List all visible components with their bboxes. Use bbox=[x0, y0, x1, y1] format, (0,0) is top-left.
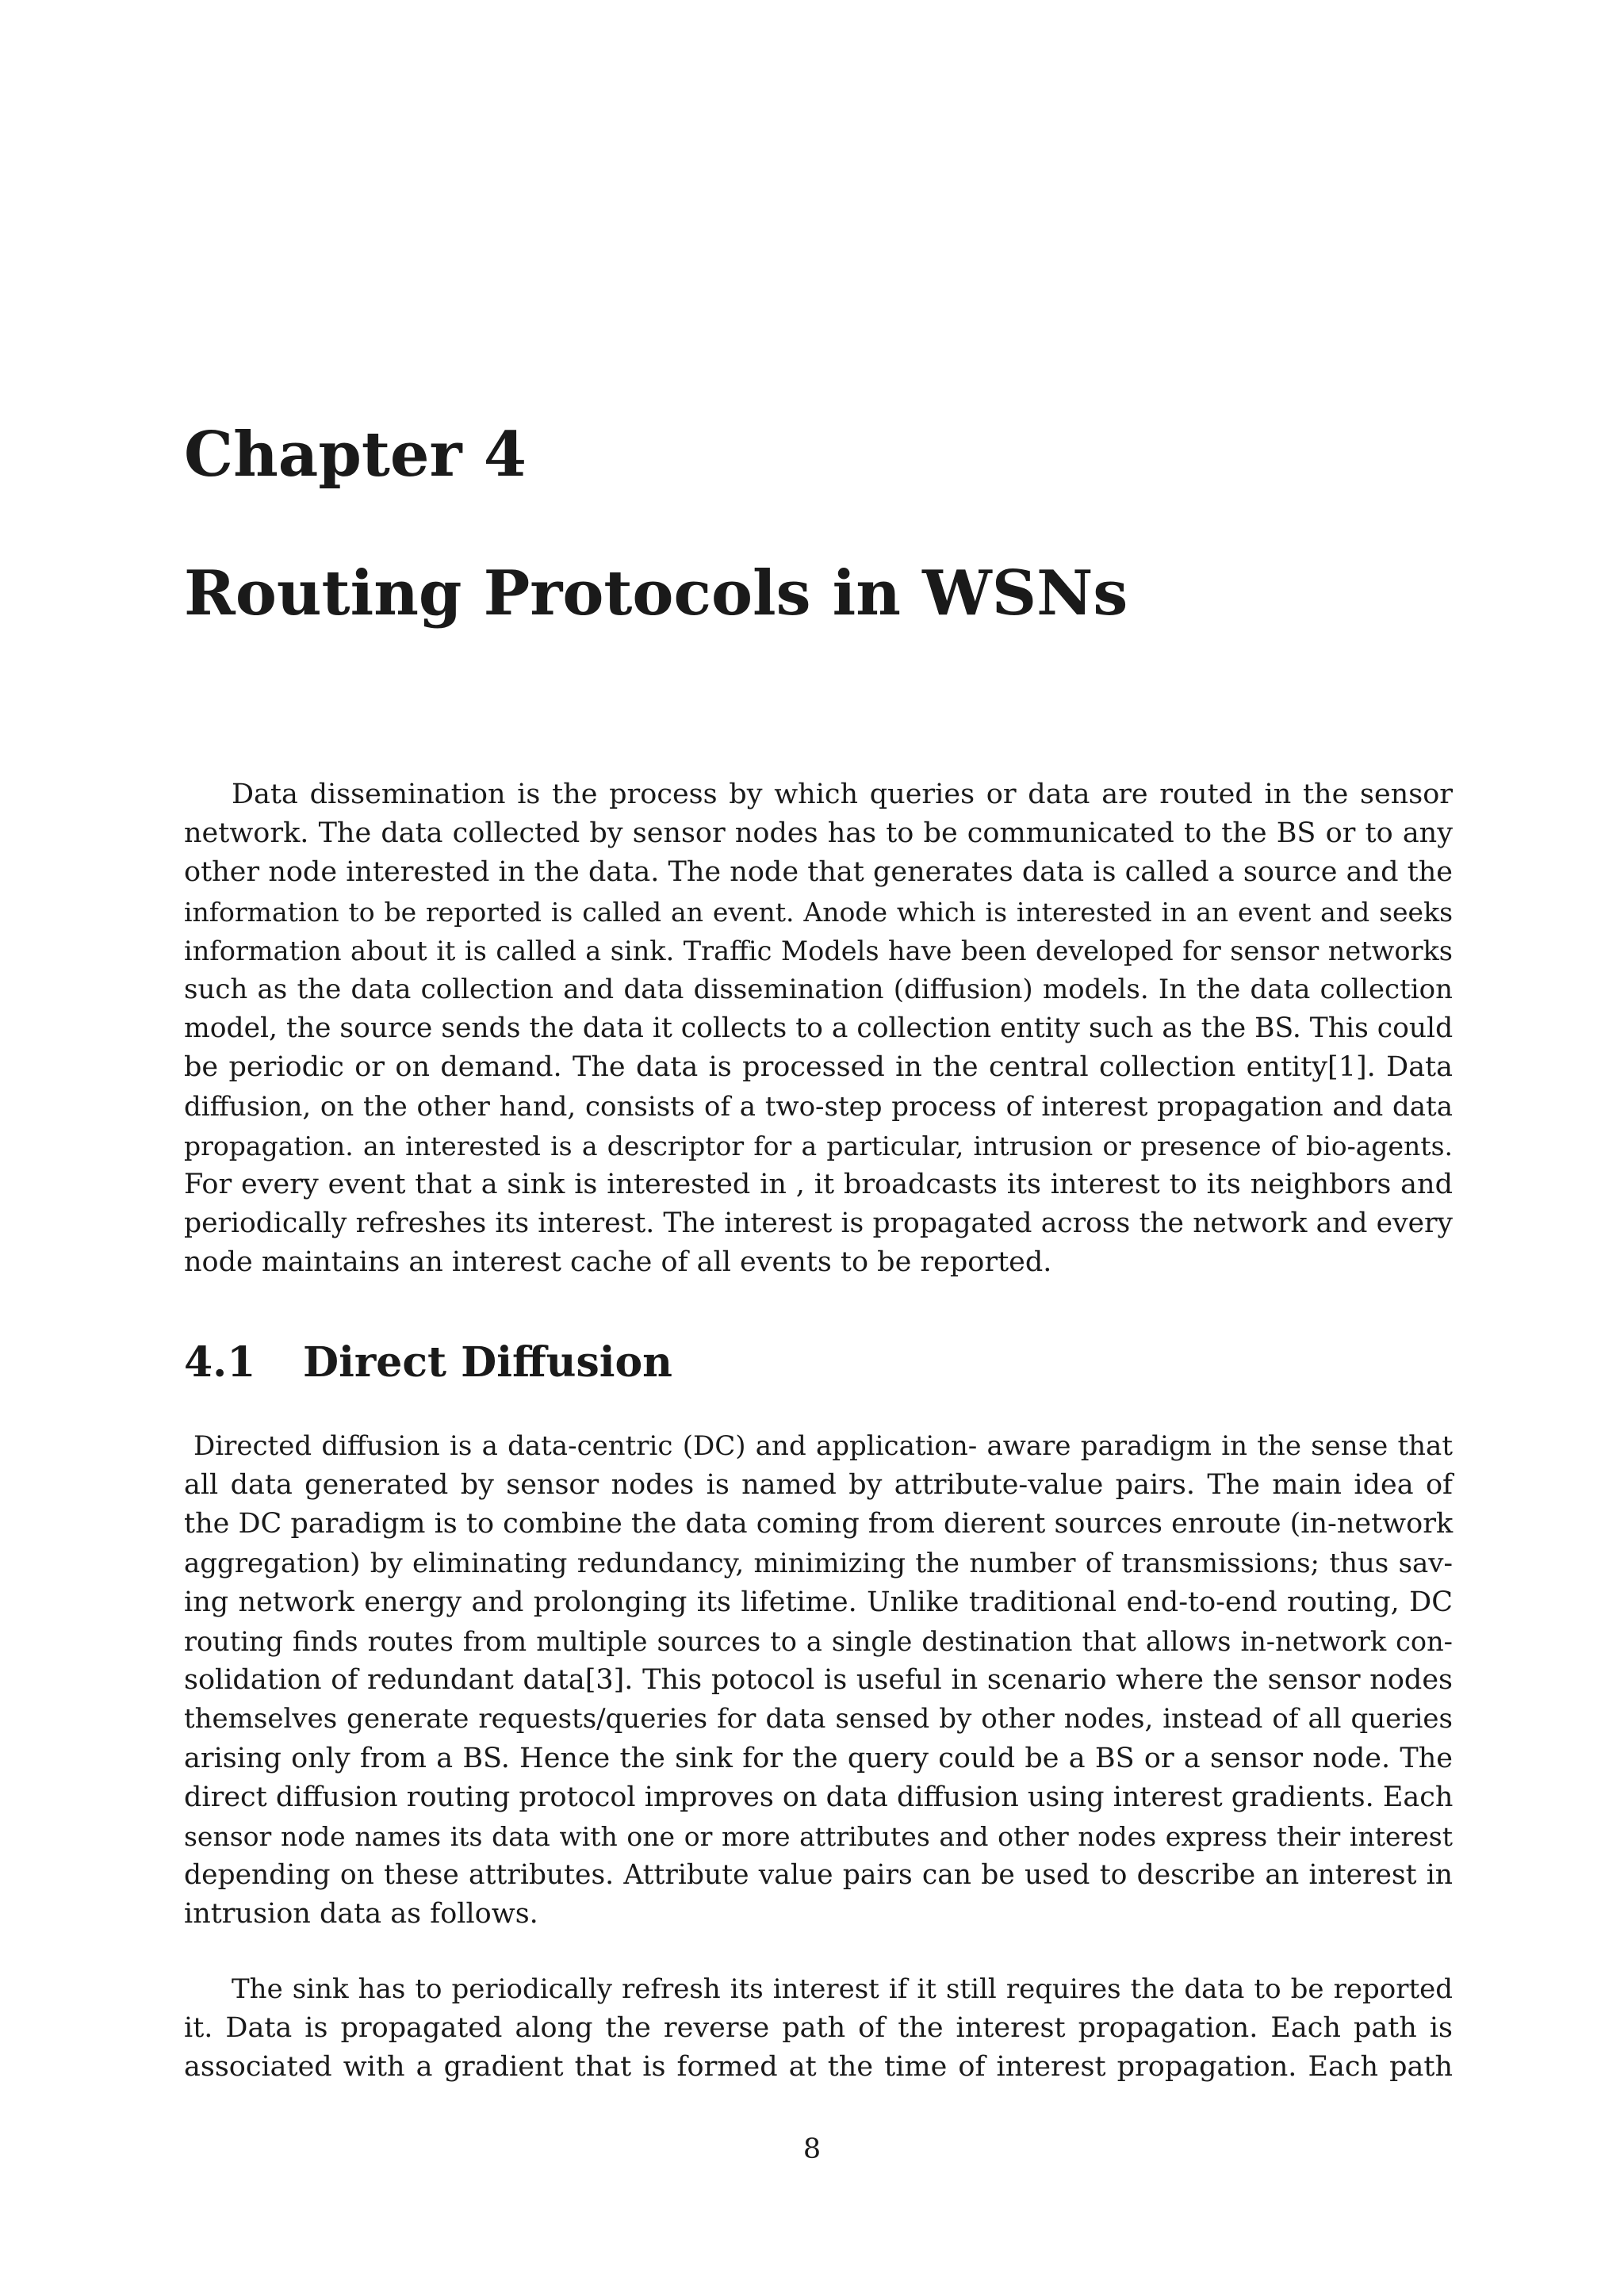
paragraph-line: The sink has to periodically refresh its interest if it still requires the data to be reported bbox=[232, 1973, 1453, 2005]
paragraph-line: aggregation) by eliminating redundancy, minimizing the number of transmissions; thus sav- bbox=[184, 1547, 1453, 1579]
paragraph-line: node maintains an interest cache of all events to be reported. bbox=[184, 1246, 1052, 1279]
intro-paragraph bbox=[184, 775, 1453, 1282]
paragraph-line: other node interested in the data. The node that generates data is called a source and the bbox=[184, 856, 1453, 889]
paragraph-line: the DC paradigm is to combine the data coming from dierent sources enroute (in-network bbox=[184, 1508, 1454, 1540]
paragraph-line: For every event that a sink is interested in , it broadcasts its interest to its neighbors and bbox=[184, 1168, 1453, 1200]
paragraph-line: such as the data collection and data dissemination (diffusion) models. In the data collection bbox=[184, 973, 1453, 1005]
chapter-label: Chapter 4 bbox=[184, 419, 527, 491]
paragraph-line: ing network energy and prolonging its lifetime. Unlike traditional end-to-end routing, DC bbox=[184, 1586, 1453, 1618]
paragraph-line: periodically refreshes its interest. The interest is propagated across the network and every bbox=[184, 1207, 1453, 1240]
paragraph-line: depending on these attributes. Attribute value pairs can be used to describe an interest in bbox=[184, 1859, 1453, 1892]
paragraph-line: information about it is called a sink. Traffic Models have been developed for sensor networks bbox=[184, 935, 1453, 966]
paragraph-line: intrusion data as follows. bbox=[184, 1898, 538, 1931]
section-title: Direct Diffusion bbox=[303, 1338, 672, 1387]
paragraph-line: themselves generate requests/queries for data sensed by other nodes, instead of all queries bbox=[184, 1703, 1453, 1735]
paragraph-line: network. The data collected by sensor nodes has to be communicated to the BS or to any bbox=[184, 817, 1453, 850]
chapter-title: Routing Protocols in WSNs bbox=[184, 557, 1128, 629]
paragraph-line: diffusion, on the other hand, consists of a two-step process of interest propagation and data bbox=[184, 1090, 1453, 1123]
paragraph-line: model, the source sends the data it collects to a collection entity such as the BS. This could bbox=[184, 1012, 1454, 1045]
paragraph-line: sensor node names its data with one or more attributes and other nodes express their interest bbox=[184, 1820, 1453, 1852]
section-paragraph bbox=[184, 1427, 1453, 1934]
sink-paragraph bbox=[184, 1970, 1453, 2087]
paragraph-line: Data dissemination is the process by which queries or data are routed in the sensor bbox=[232, 779, 1453, 810]
paragraph-line: solidation of redundant data[3]. This potocol is useful in scenario where the sensor nodes bbox=[184, 1664, 1453, 1697]
paragraph-line: all data generated by sensor nodes is named by attribute-value pairs. The main idea of bbox=[184, 1469, 1453, 1502]
paragraph-line: it. Data is propagated along the reverse path of the interest propagation. Each path is bbox=[184, 2012, 1453, 2045]
paragraph-line: direct diffusion routing protocol improves on data diffusion using interest gradients. Each bbox=[184, 1781, 1454, 1813]
paragraph-line: arising only from a BS. Hence the sink for the query could be a BS or a sensor node. The bbox=[184, 1742, 1453, 1774]
page-number: 8 bbox=[802, 2133, 822, 2165]
paragraph-line: information to be reported is called an event. Anode which is interested in an event and seeks bbox=[184, 896, 1453, 928]
paragraph-line: routing finds routes from multiple sources to a single destination that allows in-network con- bbox=[184, 1625, 1453, 1657]
paragraph-line: associated with a gradient that is formed at the time of interest propagation. Each path bbox=[184, 2051, 1453, 2084]
section-number: 4.1 bbox=[184, 1338, 256, 1387]
paragraph-line: propagation. an interested is a descriptor for a particular, intrusion or presence of bio-agents. bbox=[184, 1130, 1453, 1161]
section-heading bbox=[184, 1338, 672, 1387]
paragraph-line: Directed diffusion is a data-centric (DC) and application- aware paradigm in the sense that bbox=[193, 1430, 1453, 1462]
paragraph-line: be periodic or on demand. The data is processed in the central collection entity[1]. Data bbox=[184, 1051, 1453, 1084]
